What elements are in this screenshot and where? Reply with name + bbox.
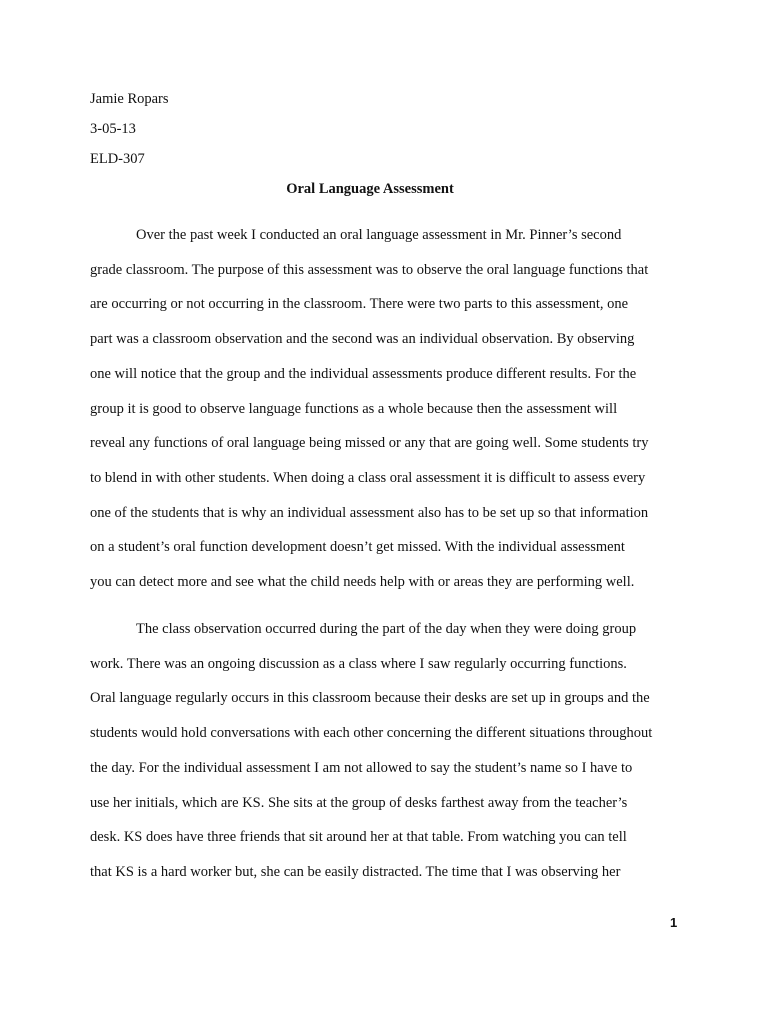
course-code: ELD-307	[90, 151, 145, 167]
document-title: Oral Language Assessment	[286, 181, 454, 197]
paragraph-line: the day. For the individual assessment I am not allowed to say the student’s name so I have to	[90, 759, 633, 776]
paragraph-line: grade classroom. The purpose of this assessment was to observe the oral language functions that	[90, 261, 649, 278]
paragraph-line: reveal any functions of oral language being missed or any that are going well. Some students try	[90, 435, 649, 452]
paragraph-line: on a student’s oral function development doesn’t get missed. With the individual assessment	[90, 539, 625, 556]
paragraph-line: The class observation occurred during the part of the day when they were doing group	[136, 621, 637, 637]
paragraph-line: are occurring or not occurring in the classroom. There were two parts to this assessment, one	[90, 296, 629, 313]
paragraph-line: work. There was an ongoing discussion as a class where I saw regularly occurring functions.	[90, 655, 627, 672]
paragraph-line: to blend in with other students. When doing a class oral assessment it is difficult to assess every	[90, 469, 646, 486]
author-name: Jamie Ropars	[90, 91, 169, 107]
paragraph-line: use her initials, which are KS. She sits at the group of desks farthest away from the teacher’s	[90, 794, 628, 811]
paragraph-line: you can detect more and see what the child needs help with or areas they are performing well.	[90, 574, 635, 591]
paragraph-line: one will notice that the group and the individual assessments produce different results. For the	[90, 365, 637, 382]
paragraph-2	[90, 612, 680, 890]
paragraph-line: desk. KS does have three friends that sit around her at that table. From watching you can tell	[90, 829, 627, 846]
paragraph-line: students would hold conversations with each other concerning the different situations throughout	[90, 725, 653, 742]
paragraph-line: that KS is a hard worker but, she can be easily distracted. The time that I was observing her	[90, 863, 621, 880]
paragraph-line: Oral language regularly occurs in this classroom because their desks are set up in groups and the	[90, 690, 650, 707]
page-number: 1	[670, 915, 678, 930]
paragraph-line: group it is good to observe language functions as a whole because then the assessment will	[90, 400, 618, 417]
paragraph-line: Over the past week I conducted an oral language assessment in Mr. Pinner’s second	[136, 227, 622, 243]
paragraph-line: one of the students that is why an individual assessment also has to be set up so that information	[90, 504, 649, 521]
paragraph-line: part was a classroom observation and the second was an individual observation. By observing	[90, 331, 635, 348]
document-date: 3-05-13	[90, 121, 136, 137]
paragraph-1	[90, 218, 680, 600]
